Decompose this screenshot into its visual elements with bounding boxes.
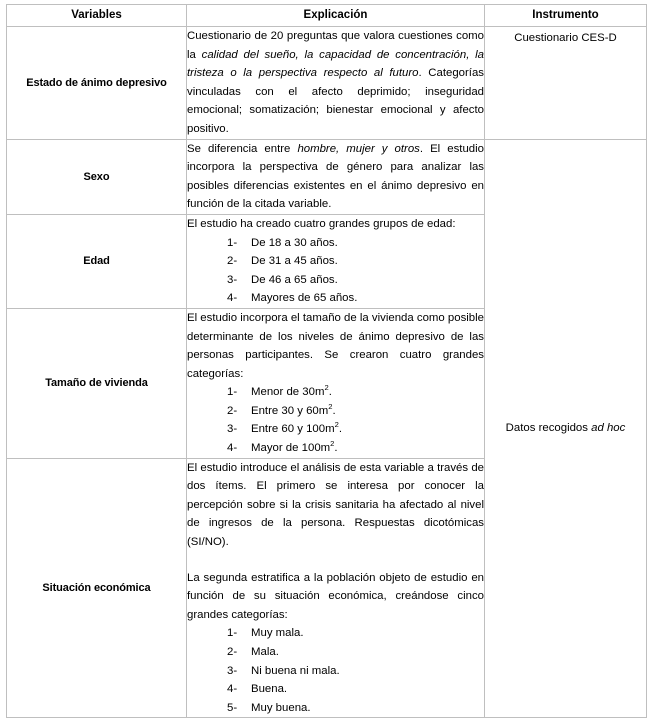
list-item xyxy=(187,289,484,308)
category-list xyxy=(187,234,484,308)
list-item-index: 4- xyxy=(227,292,238,305)
instrument-cell xyxy=(485,27,647,140)
list-item-label: Buena. xyxy=(251,683,288,696)
list-item-label: Entre 30 y $60m^2$. xyxy=(251,402,336,417)
list-item-index: 4- xyxy=(227,442,238,455)
explanation-cell xyxy=(187,458,485,718)
explanation-paragraph xyxy=(187,309,484,383)
variable-name-cell: Edad xyxy=(7,214,187,308)
list-item xyxy=(187,699,484,718)
list-item-index: 2- xyxy=(227,404,238,417)
category-list xyxy=(187,624,484,717)
instrument-label: Cuestionario CES-D xyxy=(514,32,617,44)
instrument-emphasis: ad hoc xyxy=(591,422,626,435)
column-header-explicacion: Explicación xyxy=(187,5,485,27)
list-item xyxy=(187,420,484,439)
list-item-index: 4- xyxy=(227,683,238,696)
explanation-paragraph xyxy=(187,569,484,625)
list-item xyxy=(187,680,484,699)
list-item-index: 5- xyxy=(227,701,238,714)
body-text: La segunda estratifica a la población objeto de estudio en función de su situación económica, creándose cinco grandes categorías: xyxy=(187,571,484,621)
table-row xyxy=(7,27,647,140)
list-item-label: Ni buena ni mala. xyxy=(251,664,340,677)
explanation-paragraph xyxy=(187,459,484,552)
table-row xyxy=(7,139,647,214)
list-item-index: 2- xyxy=(227,646,238,658)
superscript-unit: 2 xyxy=(334,420,339,430)
variable-name-cell: Sexo xyxy=(7,139,187,214)
list-item-index: 3- xyxy=(227,664,238,677)
list-item xyxy=(187,402,484,421)
explanation-paragraph xyxy=(187,27,484,139)
list-item xyxy=(187,643,484,662)
superscript-unit: 2 xyxy=(324,383,329,393)
list-item-label: Mayor de $100m^2$. xyxy=(251,439,338,455)
column-header-variables: Variables xyxy=(7,5,187,27)
list-item-index: 1- xyxy=(227,236,238,249)
body-text: Cuestionario de 20 preguntas que valora cuestiones como la xyxy=(187,30,484,61)
emphasis-text: calidad del sueño, la capacidad de concentración, la tristeza o la perspectiva respecto al futuro xyxy=(187,48,485,80)
list-item xyxy=(187,234,484,253)
emphasis-text: hombre, mujer y otros xyxy=(297,142,420,155)
list-item-label: De 46 a 65 años. xyxy=(251,273,338,286)
variable-name-cell: Estado de ánimo depresivo xyxy=(7,27,187,140)
list-item-label: De 18 a 30 años. xyxy=(251,236,338,249)
instrument-label: Datos recogidos xyxy=(505,422,592,435)
list-item-label: Muy mala. xyxy=(251,627,304,640)
list-item-label: Mala. xyxy=(251,646,279,658)
variable-name-cell: Tamaño de vivienda xyxy=(7,308,187,458)
category-list xyxy=(187,383,484,457)
explanation-paragraph xyxy=(187,215,484,234)
superscript-unit: 2 xyxy=(330,439,335,449)
list-item xyxy=(187,271,484,290)
instrument-cell xyxy=(485,139,647,718)
body-text: . El estudio incorpora la perspectiva de género para analizar las posibles diferencias existentes en el ánimo depresivo en función de la citada variable. xyxy=(187,142,484,211)
list-item-label: Entre 60 y $100m^2$. xyxy=(251,420,342,436)
list-item-index: 1- xyxy=(227,386,238,399)
list-item xyxy=(187,624,484,643)
body-text: El estudio incorpora el tamaño de la vivienda como posible determinante de los niveles de ánimo depresivo de las personas participantes. Se crearon cuatro grandes categorías: xyxy=(187,311,484,380)
variable-name-cell: Situación económica xyxy=(7,458,187,718)
table-body xyxy=(7,27,647,718)
list-item xyxy=(187,383,484,402)
list-item-index: 3- xyxy=(227,273,238,286)
list-item xyxy=(187,252,484,271)
explanation-cell xyxy=(187,308,485,458)
list-item-label: Mayores de 65 años. xyxy=(251,292,358,305)
list-item-index: 1- xyxy=(227,627,238,640)
list-item-label: De 31 a 45 años. xyxy=(251,255,338,268)
explanation-cell xyxy=(187,214,485,308)
body-text: . Categorías vinculadas con el afecto deprimido; inseguridad emocional; somatización; bienestar emocional y afecto positivo. xyxy=(187,67,484,135)
table-header xyxy=(7,5,647,27)
list-item-label: Menor de $30m^2$. xyxy=(251,383,332,399)
explanation-cell xyxy=(187,27,485,140)
list-item xyxy=(187,439,484,458)
list-item-label: Muy buena. xyxy=(251,701,311,714)
list-item-index: 2- xyxy=(227,255,238,268)
body-text: Se diferencia entre xyxy=(187,142,298,155)
column-header-instrumento: Instrumento xyxy=(485,5,647,27)
body-text: El estudio ha creado cuatro grandes grupos de edad: xyxy=(187,217,456,230)
list-item-index: 3- xyxy=(227,423,238,436)
explanation-paragraph xyxy=(187,140,484,214)
superscript-unit: 2 xyxy=(328,402,333,412)
explanation-cell xyxy=(187,139,485,214)
variables-table xyxy=(6,4,647,718)
table-header-row xyxy=(7,5,647,27)
body-text: El estudio introduce el análisis de esta variable a través de dos ítems. El primero se interesa por conocer la percepción sobre si la crisis sanitaria ha afectado al nivel de ingresos de la persona. Respuestas dicotómicas (SI/NO). xyxy=(187,461,484,549)
list-item xyxy=(187,662,484,681)
